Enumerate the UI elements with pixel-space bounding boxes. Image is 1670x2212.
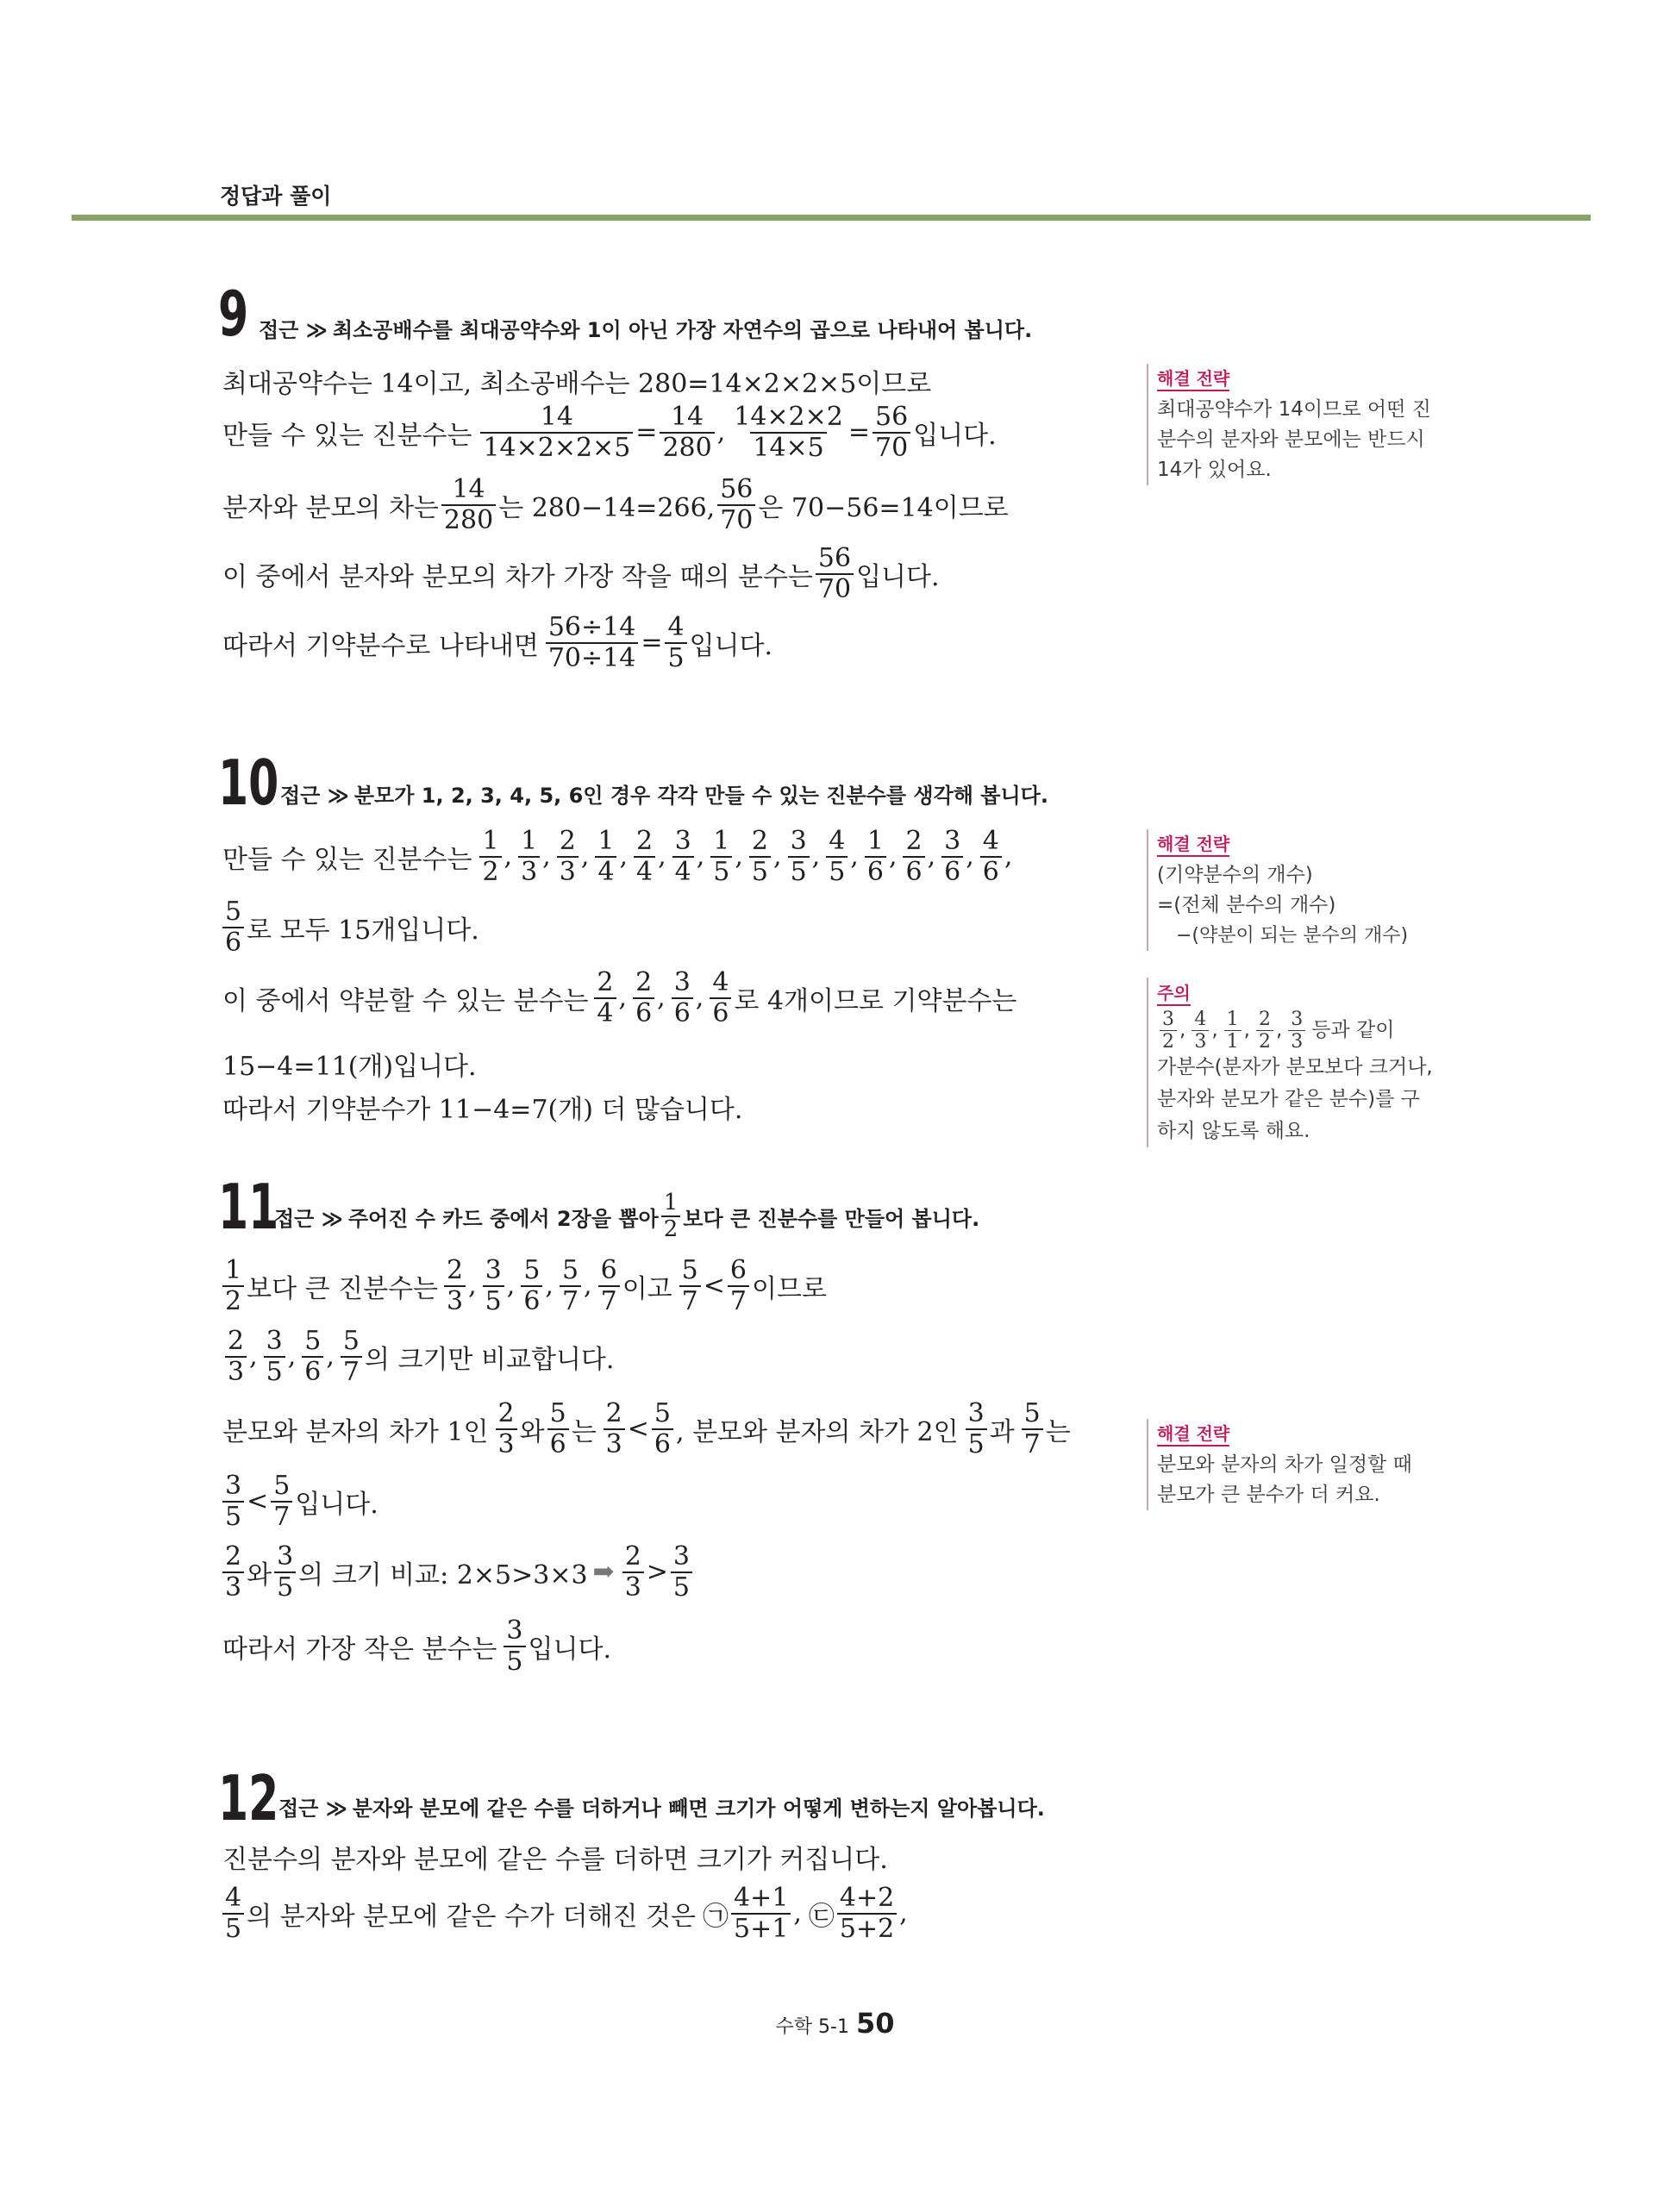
text: 따라서 가장 작은 분수는 bbox=[222, 1634, 497, 1665]
fraction: $\frac{56}{70}$ bbox=[873, 403, 910, 461]
fraction: $\frac{5}{6}$ bbox=[652, 1400, 673, 1458]
fraction: $\frac{56}{70}$ bbox=[717, 476, 755, 534]
fraction: $\frac{3}{3}$ bbox=[1288, 1009, 1305, 1052]
less-than: < bbox=[703, 1271, 725, 1301]
fraction: $\frac{1}{5}$ bbox=[710, 828, 732, 885]
q12-line-2 bbox=[222, 1884, 908, 1942]
q10-line-2 bbox=[222, 898, 479, 956]
approach-text: 최소공배수를 최대공약수와 1이 아닌 가장 자연수의 곱으로 나타내어 봅니다. bbox=[332, 318, 1033, 342]
fraction-list bbox=[477, 828, 1016, 885]
comma: , bbox=[580, 841, 590, 872]
note-line: −(약분이 되는 분수의 개수) bbox=[1176, 925, 1409, 947]
note-line: (기약분수의 개수) bbox=[1157, 864, 1313, 886]
text: 최대공약수는 14이고, 최소공배수는 280=14×2×2×5이므로 bbox=[222, 369, 932, 399]
comma: , bbox=[542, 841, 551, 872]
fraction: $\frac{2}{3}$ bbox=[444, 1257, 466, 1315]
fraction: $\frac{3}{4}$ bbox=[672, 828, 694, 885]
q9-line-3 bbox=[222, 476, 1009, 534]
text: 와 bbox=[247, 1559, 272, 1590]
approach-lead: 접근 ≫ bbox=[259, 318, 328, 342]
q10-line-4 bbox=[222, 1045, 477, 1083]
q9-line-2 bbox=[222, 403, 997, 461]
comma: , bbox=[773, 841, 782, 872]
header-divider bbox=[72, 215, 1591, 221]
approach-lead: 접근 ≫ bbox=[274, 1206, 343, 1231]
fraction: $\frac{3}{5}$ bbox=[788, 828, 810, 885]
fraction: $\frac{5}{7}$ bbox=[560, 1257, 581, 1315]
fraction: $\frac{4+2}{5+2}$ bbox=[837, 1884, 897, 1942]
comma: , bbox=[696, 841, 705, 872]
fraction: $\frac{5}{6}$ bbox=[521, 1257, 542, 1315]
fraction: $\frac{4}{6}$ bbox=[710, 969, 731, 1027]
fraction: $\frac{56\div 14}{70\div 14}$ bbox=[546, 614, 638, 672]
fraction: $\frac{2}{6}$ bbox=[633, 969, 654, 1027]
text: 진분수의 분자와 분모에 같은 수를 더하면 크기가 커집니다. bbox=[222, 1845, 888, 1875]
text: 보다 큰 진분수는 bbox=[247, 1273, 439, 1304]
q10-line-5 bbox=[222, 1088, 742, 1126]
q9-line-4 bbox=[222, 545, 940, 603]
text: 분모와 분자의 차가 1인 bbox=[222, 1416, 489, 1447]
comma: , bbox=[966, 841, 974, 872]
question-number: 10 bbox=[218, 747, 279, 819]
fraction: $\frac{3}{5}$ bbox=[671, 1543, 692, 1601]
arrow-right-icon: ➡ bbox=[592, 1557, 615, 1587]
strategy-note bbox=[1147, 364, 1435, 485]
question-number: 11 bbox=[218, 1171, 279, 1243]
comma: , bbox=[716, 417, 726, 447]
q10-line-1 bbox=[222, 828, 1016, 885]
fraction: $\frac{6}{7}$ bbox=[728, 1257, 749, 1315]
circled-marker: ㉢ bbox=[808, 1901, 835, 1932]
fraction: $\frac{3}{2}$ bbox=[1160, 1009, 1177, 1052]
equals-sign: = bbox=[635, 417, 658, 447]
text: 의 크기만 비교합니다. bbox=[365, 1344, 615, 1375]
fraction: $\frac{5}{6}$ bbox=[222, 898, 244, 956]
note-tag: 주의 bbox=[1157, 982, 1191, 1006]
fraction: $\frac{2}{4}$ bbox=[594, 969, 616, 1027]
approach-line bbox=[274, 1191, 979, 1242]
text: 만들 수 있는 진분수는 bbox=[222, 420, 472, 451]
comma: , bbox=[658, 841, 666, 872]
text: 과 bbox=[989, 1416, 1015, 1447]
text: 의 크기 비교: 2×5>3×3 bbox=[298, 1559, 588, 1590]
fraction: $\frac{2}{3}$ bbox=[557, 828, 579, 885]
fraction: $\frac{4}{5}$ bbox=[665, 614, 686, 672]
fraction: $\frac{5}{6}$ bbox=[547, 1400, 569, 1458]
comma: , bbox=[504, 841, 513, 872]
fraction: $\frac{1}{3}$ bbox=[518, 828, 540, 885]
fraction: $\frac{2}{3}$ bbox=[225, 1328, 247, 1385]
text: 입니다. bbox=[295, 1489, 378, 1520]
fraction: $\frac{5}{6}$ bbox=[302, 1328, 323, 1385]
fraction: $\frac{3}{5}$ bbox=[504, 1617, 525, 1675]
comma: , bbox=[618, 983, 628, 1013]
text: 입니다. bbox=[913, 420, 997, 451]
comma: , bbox=[850, 841, 859, 872]
fraction-list bbox=[222, 1328, 365, 1385]
text: 는 bbox=[1045, 1416, 1071, 1447]
note-tag: 해결 전략 bbox=[1157, 367, 1229, 391]
note-text: 가분수(분자가 분모보다 크거나, 분자와 분모가 같은 분수)를 구하지 않도록 해요. bbox=[1157, 1056, 1433, 1143]
fraction: $\frac{2}{3}$ bbox=[604, 1400, 625, 1458]
text: 은 70−56=14이므로 bbox=[758, 492, 1009, 523]
page-footer bbox=[0, 2007, 1670, 2040]
fraction: $\frac{2}{2}$ bbox=[1256, 1009, 1273, 1052]
comma: , bbox=[506, 1271, 516, 1301]
comma: , bbox=[1275, 1019, 1283, 1042]
fraction: $\frac{2}{3}$ bbox=[622, 1543, 644, 1601]
fraction: $\frac{5}{7}$ bbox=[1022, 1400, 1043, 1458]
comma: , bbox=[287, 1341, 297, 1372]
fraction: $\frac{14}{280}$ bbox=[441, 476, 496, 534]
q9-line-1 bbox=[222, 362, 931, 400]
q10-line-3 bbox=[222, 969, 1016, 1027]
note-tag: 해결 전략 bbox=[1157, 833, 1229, 857]
fraction: $\frac{2}{3}$ bbox=[496, 1400, 517, 1458]
comma: , bbox=[545, 1271, 554, 1301]
page-header-title: 정답과 풀이 bbox=[220, 184, 332, 209]
approach-text: 주어진 수 카드 중에서 2장을 뽑아 bbox=[347, 1206, 659, 1231]
note-fraction-line bbox=[1157, 1009, 1435, 1052]
fraction: $\frac{2}{6}$ bbox=[903, 828, 924, 885]
comma: , bbox=[899, 1898, 908, 1928]
note-tag: 해결 전략 bbox=[1157, 1422, 1229, 1447]
comma: , bbox=[1243, 1019, 1250, 1042]
greater-than: > bbox=[646, 1557, 668, 1587]
fraction: $\frac{4}{3}$ bbox=[1192, 1009, 1209, 1052]
approach-line bbox=[278, 1791, 1045, 1821]
page-number: 50 bbox=[855, 2007, 895, 2040]
fraction: $\frac{4}{5}$ bbox=[826, 828, 848, 885]
fraction: $\frac{3}{5}$ bbox=[274, 1543, 296, 1601]
fraction: $\frac{5}{7}$ bbox=[341, 1328, 362, 1385]
note-text: 분모와 분자의 차가 일정할 때 분모가 큰 분수가 더 커요. bbox=[1157, 1453, 1412, 1506]
comma: , bbox=[1004, 841, 1013, 872]
fraction: $\frac{2}{5}$ bbox=[749, 828, 771, 885]
comma: , bbox=[1211, 1019, 1218, 1042]
fraction: $\frac{3}{5}$ bbox=[264, 1328, 285, 1385]
note-text: 등과 같이 bbox=[1311, 1019, 1395, 1042]
text: 이고 bbox=[622, 1273, 672, 1304]
less-than: < bbox=[627, 1414, 649, 1444]
fraction: $\frac{2}{4}$ bbox=[634, 828, 655, 885]
q11-line-5 bbox=[222, 1543, 695, 1601]
question-number: 9 bbox=[218, 278, 249, 350]
comma: , bbox=[249, 1341, 258, 1372]
q11-line-3 bbox=[222, 1400, 1071, 1458]
text: 입니다. bbox=[856, 561, 940, 592]
fraction: $\frac{1}{4}$ bbox=[595, 828, 616, 885]
fraction: $\frac{1}{1}$ bbox=[1224, 1009, 1242, 1052]
q11-line-6 bbox=[222, 1617, 611, 1675]
approach-lead: 접근 ≫ bbox=[280, 784, 349, 808]
fraction-list bbox=[591, 969, 734, 1027]
circled-marker: ㉠ bbox=[703, 1901, 729, 1932]
approach-line bbox=[259, 313, 1032, 343]
q11-line-1 bbox=[222, 1257, 827, 1315]
text: 입니다. bbox=[528, 1634, 611, 1665]
equals-sign: = bbox=[848, 417, 871, 447]
text: 입니다. bbox=[689, 630, 773, 661]
text: 이므로 bbox=[751, 1273, 827, 1304]
approach-text: 분자와 분모에 같은 수를 더하거나 빼면 크기가 어떻게 변하는지 알아봅니다. bbox=[352, 1796, 1045, 1821]
comma: , bbox=[468, 1271, 477, 1301]
text: 로 모두 15개입니다. bbox=[247, 915, 479, 946]
note-text: 최대공약수가 14이므로 어떤 진분수의 분자와 분모에는 반드시 14가 있어요. bbox=[1157, 398, 1431, 481]
fraction: $\frac{6}{7}$ bbox=[598, 1257, 620, 1315]
approach-lead: 접근 ≫ bbox=[278, 1796, 347, 1821]
fraction: $\frac{5}{7}$ bbox=[679, 1257, 701, 1315]
text: 이 중에서 분자와 분모의 차가 가장 작을 때의 분수는 bbox=[222, 561, 813, 592]
text: 만들 수 있는 진분수는 bbox=[222, 844, 472, 875]
text: 는 bbox=[571, 1416, 597, 1447]
q12-line-1 bbox=[222, 1838, 888, 1876]
fraction: $\frac{3}{5}$ bbox=[483, 1257, 504, 1315]
caution-note bbox=[1147, 978, 1435, 1147]
strategy-note bbox=[1147, 1419, 1435, 1510]
strategy-note bbox=[1147, 829, 1435, 951]
fraction: $\frac{14}{280}$ bbox=[660, 403, 714, 461]
less-than: < bbox=[247, 1486, 269, 1516]
equals-sign: = bbox=[641, 628, 663, 658]
approach-text: 보다 큰 진분수를 만들어 봅니다. bbox=[683, 1206, 980, 1231]
approach-text: 분모가 1, 2, 3, 4, 5, 6인 경우 각각 만들 수 있는 진분수를 생각해 봅니다. bbox=[353, 784, 1048, 808]
text: , 분모와 분자의 차가 2인 bbox=[676, 1416, 959, 1447]
fraction: $\frac{3}{6}$ bbox=[672, 969, 693, 1027]
fraction: $\frac{56}{70}$ bbox=[816, 545, 854, 603]
text: 따라서 기약분수로 나타내면 bbox=[222, 630, 539, 661]
text: 는 280−14=266, bbox=[498, 492, 716, 523]
comma: , bbox=[695, 983, 704, 1013]
fraction: $\frac{4}{5}$ bbox=[222, 1884, 244, 1942]
comma: , bbox=[811, 841, 821, 872]
fraction: $\frac{3}{5}$ bbox=[222, 1472, 244, 1530]
fraction: $\frac{4}{6}$ bbox=[980, 828, 1002, 885]
comma: , bbox=[657, 983, 666, 1013]
q9-line-5 bbox=[222, 614, 772, 672]
comma: , bbox=[735, 841, 743, 872]
text: 의 분자와 분모에 같은 수가 더해진 것은 bbox=[247, 1901, 696, 1932]
book-label: 수학 5-1 bbox=[775, 2016, 849, 2038]
question-number: 12 bbox=[218, 1762, 279, 1834]
q11-line-2 bbox=[222, 1328, 614, 1385]
comma: , bbox=[619, 841, 628, 872]
fraction: $\frac{3}{5}$ bbox=[966, 1400, 987, 1458]
text: 이 중에서 약분할 수 있는 분수는 bbox=[222, 985, 589, 1016]
text: 따라서 기약분수가 11−4=7(개) 더 많습니다. bbox=[222, 1095, 743, 1125]
fraction: $\frac{14}{14\times 2\times 2\times 5}$ bbox=[480, 403, 633, 461]
fraction: $\frac{4+1}{5+1}$ bbox=[731, 1884, 791, 1942]
fraction-list bbox=[1157, 1009, 1308, 1052]
fraction: $\frac{1}{2}$ bbox=[222, 1257, 244, 1315]
fraction: $\frac{1}{2}$ bbox=[479, 828, 501, 885]
fraction: $\frac{3}{6}$ bbox=[941, 828, 963, 885]
fraction: $\frac{1}{6}$ bbox=[865, 828, 886, 885]
comma: , bbox=[793, 1898, 802, 1928]
text: 와 bbox=[519, 1416, 545, 1447]
fraction: $\frac{1}{2}$ bbox=[661, 1191, 681, 1242]
fraction: $\frac{5}{7}$ bbox=[271, 1472, 292, 1530]
approach-line bbox=[280, 778, 1048, 809]
comma: , bbox=[326, 1341, 335, 1372]
fraction: $\frac{14\times 2\times 2}{14\times 5}$ bbox=[734, 402, 843, 463]
text: 분자와 분모의 차는 bbox=[222, 492, 439, 523]
text: 로 4개이므로 기약분수는 bbox=[734, 985, 1017, 1016]
text: 15−4=11(개)입니다. bbox=[222, 1052, 477, 1082]
fraction-list bbox=[441, 1257, 622, 1315]
fraction: $\frac{2}{3}$ bbox=[222, 1543, 244, 1601]
comma: , bbox=[927, 841, 936, 872]
comma: , bbox=[1179, 1019, 1186, 1042]
comma: , bbox=[584, 1271, 592, 1301]
note-line: =(전체 분수의 개수) bbox=[1157, 894, 1336, 916]
q11-line-4 bbox=[222, 1472, 378, 1530]
comma: , bbox=[888, 841, 898, 872]
